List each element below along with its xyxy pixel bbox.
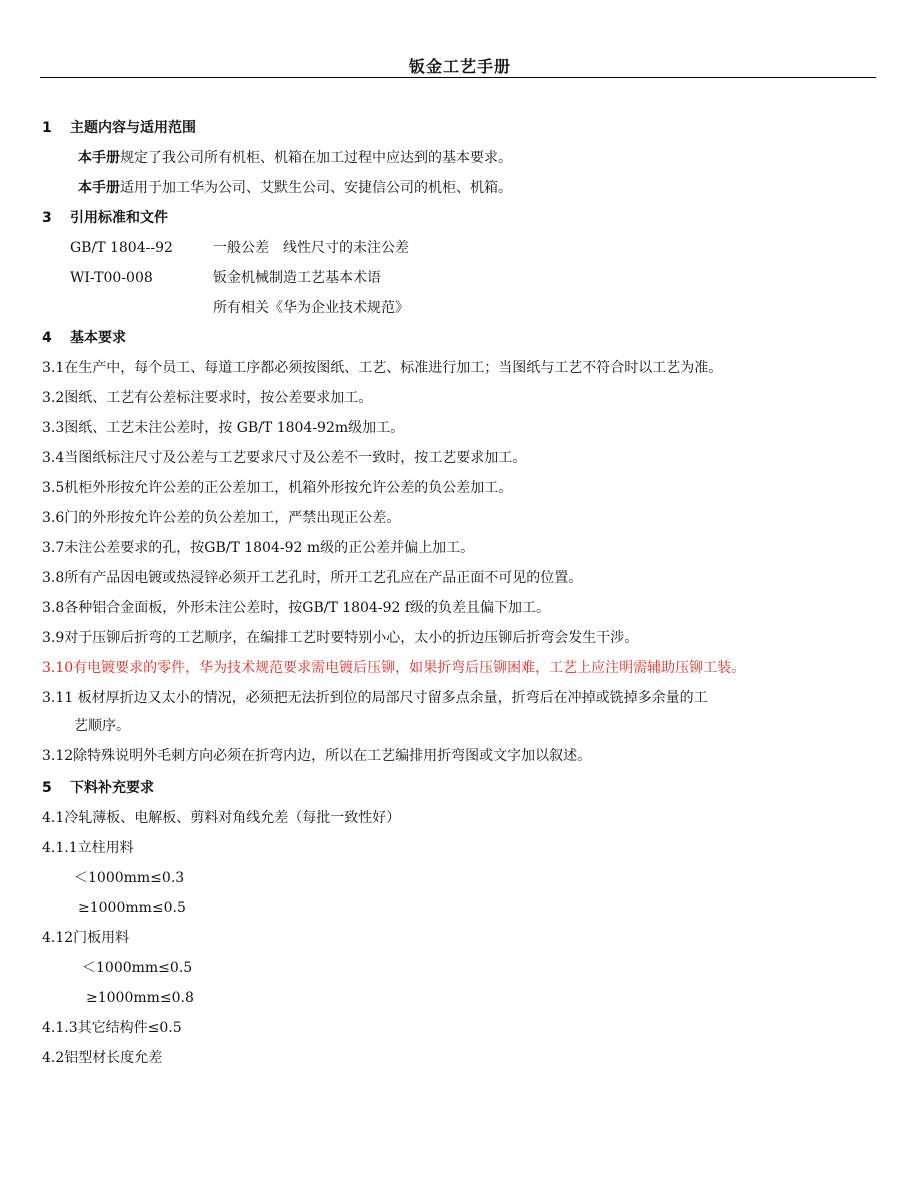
requirement-item-highlight: 3.10有电镀要求的零件，华为技术规范要求需电镀后压铆，如果折弯后压铆困难，工艺上应注明需辅助压铆工装。 <box>42 660 746 676</box>
title-rule <box>40 77 876 78</box>
list-item: 4.2铝型材长度允差 <box>42 1050 163 1066</box>
page-title: 钣金工艺手册 <box>408 57 511 76</box>
requirement-item: 3.4当图纸标注尺寸及公差与工艺要求尺寸及公差不一致时，按工艺要求加工。 <box>42 450 527 466</box>
section-number: 4 <box>42 330 52 346</box>
text: 规定了我公司所有机柜、机箱在加工过程中应达到的基本要求。 <box>120 150 512 166</box>
bold-text: 本手册 <box>78 150 120 166</box>
bold-text: 本手册 <box>78 180 120 196</box>
section-title: 引用标准和文件 <box>70 210 168 226</box>
reference-desc: 钣金机械制造工艺基本术语 <box>213 270 381 286</box>
tolerance-value: ≥1000mm≤0.8 <box>86 990 194 1006</box>
tolerance-value: ＜1000mm≤0.3 <box>74 870 185 886</box>
section-title: 基本要求 <box>70 330 126 346</box>
requirement-item-continuation: 艺顺序。 <box>74 718 130 734</box>
requirement-item: 3.3图纸、工艺未注公差时，按 GB/T 1804-92m级加工。 <box>42 420 405 436</box>
list-item: 4.1冷轧薄板、电解板、剪料对角线允差（每批一致性好） <box>42 810 401 826</box>
requirement-item: 3.12除特殊说明外毛刺方向必须在折弯内边，所以在工艺编排用折弯图或文字加以叙述。 <box>42 748 592 764</box>
requirement-item: 3.8各种铝合金面板，外形未注公差时，按GB/T 1804-92 f级的负差且偏下加工。 <box>42 600 551 616</box>
requirement-item: 3.7未注公差要求的孔，按GB/T 1804-92 m级的正公差并偏上加工。 <box>42 540 475 556</box>
section-number: 5 <box>42 780 52 796</box>
requirement-item: 3.2图纸、工艺有公差标注要求时，按公差要求加工。 <box>42 390 373 406</box>
section-number: 3 <box>42 210 52 226</box>
requirement-item: 3.9对于压铆后折弯的工艺顺序，在编排工艺时要特别小心，太小的折边压铆后折弯会发生干涉。 <box>42 630 639 646</box>
reference-code: GB/T 1804--92 <box>70 240 173 256</box>
requirement-item: 3.6门的外形按允许公差的负公差加工，严禁出现正公差。 <box>42 510 401 526</box>
section-1-heading <box>42 119 196 137</box>
list-item: 4.1.3其它结构件≤0.5 <box>42 1020 182 1036</box>
tolerance-value: ＜1000mm≤0.5 <box>82 960 193 976</box>
list-item: 4.12门板用料 <box>42 930 130 946</box>
section-title: 下料补充要求 <box>70 780 154 796</box>
reference-row <box>70 269 381 287</box>
paragraph <box>78 149 512 167</box>
reference-desc: 一般公差 线性尺寸的未注公差 <box>213 240 409 256</box>
reference-code: WI-T00-008 <box>70 270 153 286</box>
reference-row <box>70 299 409 317</box>
requirement-item: 3.1在生产中，每个员工、每道工序都必须按图纸、工艺、标准进行加工；当图纸与工艺不符合时以工艺为准。 <box>42 360 723 376</box>
section-4-heading <box>42 329 126 347</box>
section-5-heading <box>42 779 154 797</box>
requirement-item: 3.8所有产品因电镀或热浸锌必须开工艺孔时，所开工艺孔应在产品正面不可见的位置。 <box>42 570 583 586</box>
list-item: 4.1.1立柱用料 <box>42 840 134 856</box>
reference-row <box>70 239 409 257</box>
reference-desc: 所有相关《华为企业技术规范》 <box>213 300 409 316</box>
requirement-item: 3.11 板材厚折边又太小的情况，必须把无法折到位的局部尺寸留多点余量，折弯后在冲掉或铣掉多余量的工 <box>42 690 708 706</box>
text: 适用于加工华为公司、艾默生公司、安捷信公司的机柜、机箱。 <box>120 180 512 196</box>
section-title: 主题内容与适用范围 <box>70 120 196 136</box>
requirement-item: 3.5机柜外形按允许公差的正公差加工，机箱外形按允许公差的负公差加工。 <box>42 480 513 496</box>
section-3-heading <box>42 209 168 227</box>
paragraph <box>78 179 512 197</box>
tolerance-value: ≥1000mm≤0.5 <box>78 900 186 916</box>
section-number: 1 <box>42 120 52 136</box>
